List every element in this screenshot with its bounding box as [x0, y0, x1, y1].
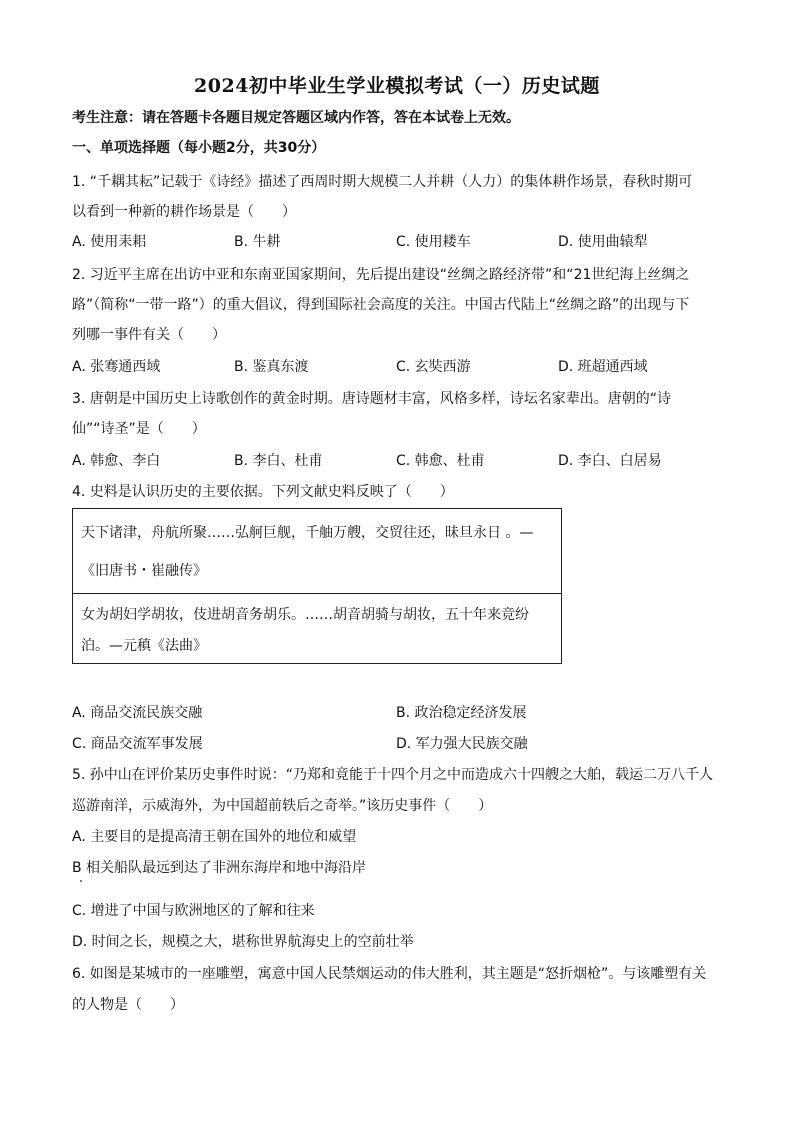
source-excerpt-table	[72, 508, 562, 664]
question-4-option-c[interactable]: C. 商品交流军事发展	[72, 736, 203, 752]
question-6-stem-line-1: 6. 如图是某城市的一座雕塑，寓意中国人民禁烟运动的伟大胜利，其主题是“怒折烟枪”。与该雕塑有关	[72, 966, 707, 982]
source-2-line-2: 泊。—元稹《法曲》	[81, 638, 207, 654]
question-3-stem-line-2: 仙”“诗圣”是（ ）	[72, 421, 206, 437]
question-2-option-a[interactable]: A. 张骞通西域	[72, 359, 161, 375]
question-5-option-d[interactable]: D. 时间之长，规模之大，堪称世界航海史上的空前壮举	[72, 934, 414, 950]
question-2-stem-line-1: 2. 习近平主席在出访中亚和东南亚国家期间，先后提出建设“丝绸之路经济带”和“21世纪海上丝绸之	[72, 267, 690, 283]
exam-notice: 考生注意：请在答题卡各题目规定答题区域内作答，答在本试卷上无效。	[72, 110, 520, 126]
stray-dot-mark	[80, 880, 82, 882]
source-1-line-1: 天下诸津，舟航所聚……弘舸巨舰，千舳万艘，交贸往还，昧旦永日 。—	[81, 525, 534, 541]
question-5-option-a[interactable]: A. 主要目的是提高清王朝在国外的地位和威望	[72, 829, 357, 845]
question-5-option-c[interactable]: C. 增进了中国与欧洲地区的了解和往来	[72, 903, 315, 919]
question-5-stem-line-2: 巡游南洋，示威海外，为中国超前轶后之奇举。”该历史事件（ ）	[72, 798, 493, 814]
question-1-option-a[interactable]: A. 使用耒耜	[72, 234, 147, 250]
question-2-option-b[interactable]: B. 鉴真东渡	[234, 359, 309, 375]
question-4-option-b[interactable]: B. 政治稳定经济发展	[396, 705, 527, 721]
source-1-line-2: 《旧唐书・崔融传》	[81, 563, 207, 579]
question-4-stem: 4. 史料是认识历史的主要依据。下列文献史料反映了（ ）	[72, 484, 454, 500]
question-3-option-b[interactable]: B. 李白、杜甫	[234, 453, 323, 469]
question-1-option-b[interactable]: B. 牛耕	[234, 234, 281, 250]
question-3-option-d[interactable]: D. 李白、白居易	[558, 453, 662, 469]
question-2-stem-line-2: 路”（简称“一带一路”）的重大倡议，得到国际社会高度的关注。中国古代陆上“丝绸之路”的出现与下	[72, 297, 690, 313]
question-6-stem-line-2: 的人物是（ ）	[72, 997, 184, 1013]
question-2-stem-line-3: 列哪一事件有关（ ）	[72, 327, 226, 343]
exam-title: 2024初中毕业生学业模拟考试（一）历史试题	[194, 75, 600, 97]
question-2-option-d[interactable]: D. 班超通西域	[558, 359, 648, 375]
question-1-stem-line-1: 1. “千耦其耘”记载于《诗经》描述了西周时期大规模二人并耕（人力）的集体耕作场景，春秋时期可	[72, 174, 693, 190]
question-1-stem-line-2: 以看到一种新的耕作场景是（ ）	[72, 204, 296, 220]
question-4-option-a[interactable]: A. 商品交流民族交融	[72, 705, 203, 721]
question-1-option-c[interactable]: C. 使用耧车	[396, 234, 471, 250]
question-1-option-d[interactable]: D. 使用曲辕犁	[558, 234, 648, 250]
section-heading: 一、单项选择题（每小题2分，共30分）	[72, 140, 326, 156]
question-3-option-c[interactable]: C. 韩愈、杜甫	[396, 453, 485, 469]
question-3-option-a[interactable]: A. 韩愈、李白	[72, 453, 161, 469]
table-divider	[73, 593, 561, 594]
question-4-option-d[interactable]: D. 军力强大民族交融	[396, 736, 528, 752]
question-2-option-c[interactable]: C. 玄奘西游	[396, 359, 471, 375]
question-5-stem-line-1: 5. 孙中山在评价某历史事件时说：“乃郑和竟能于十四个月之中而造成六十四艘之大舶，载运二万八千人	[72, 767, 714, 783]
source-2-line-1: 女为胡妇学胡妆，伎进胡音务胡乐。……胡音胡骑与胡妆，五十年来竞纷	[81, 607, 529, 623]
question-3-stem-line-1: 3. 唐朝是中国历史上诗歌创作的黄金时期。唐诗题材丰富，风格多样，诗坛名家辈出。唐朝的“诗	[72, 391, 672, 407]
question-5-option-b[interactable]: B 相关船队最远到达了非洲东海岸和地中海沿岸	[72, 860, 367, 876]
